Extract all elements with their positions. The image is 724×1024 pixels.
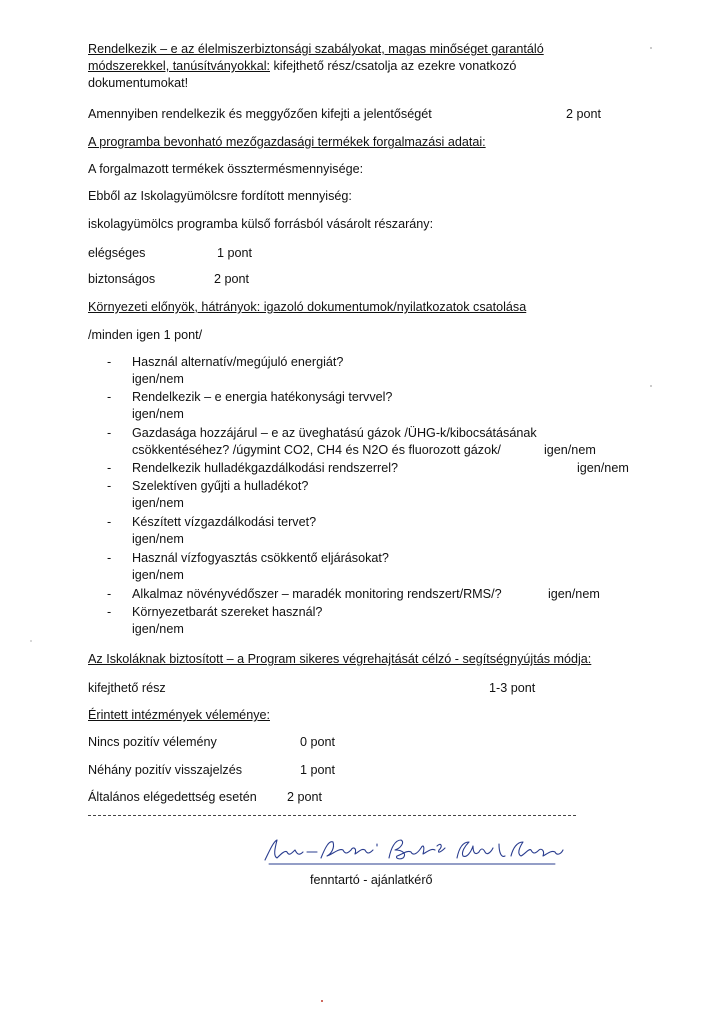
level-points: 1 pont: [217, 246, 253, 260]
intro-line-2: [88, 59, 516, 74]
sales-external-share: iskolagyümölcs programba külső forrásból vásárolt részarány:: [88, 217, 434, 231]
bullet-dash: -: [107, 355, 112, 369]
env-question: Alkalmaz növényvédőszer – maradék monitoring rendszert/RMS/?: [132, 587, 502, 601]
bullet-dash: -: [107, 390, 112, 404]
env-answer: igen/nem: [132, 407, 184, 421]
env-answer: igen/nem: [132, 622, 184, 636]
intro-underlined-1: Rendelkezik – e az élelmiszerbiztonsági szabályokat, magas minőséget garantáló: [88, 42, 544, 56]
env-answer: igen/nem: [544, 443, 596, 457]
env-question: Használ alternatív/megújuló energiát?: [132, 355, 344, 369]
opinion-heading: Érintett intézmények véleménye:: [88, 708, 270, 722]
bullet-dash: -: [107, 461, 112, 475]
opinion-points: 0 pont: [300, 735, 336, 749]
scan-speck: [650, 47, 652, 49]
env-answer: igen/nem: [548, 587, 600, 601]
env-heading: Környezeti előnyök, hátrányok: igazoló dokumentumok/nyilatkozatok csatolása: [88, 300, 527, 314]
intro-rest: kifejthető rész/csatolja az ezekre vonatkozó: [270, 59, 517, 73]
env-question: Készített vízgazdálkodási tervet?: [132, 515, 317, 529]
support-points: 1-3 pont: [489, 681, 536, 695]
env-question: Gazdasága hozzájárul – e az üveghatású gázok /ÜHG-k/kibocsátásának: [132, 426, 537, 440]
env-answer: igen/nem: [577, 461, 629, 475]
intro-line-3: dokumentumokat!: [88, 76, 189, 90]
scan-speck: [650, 385, 652, 387]
criterion-label: Amennyiben rendelkezik és meggyőzően kifejti a jelentőségét: [88, 107, 432, 121]
env-answer: igen/nem: [132, 372, 184, 386]
criterion-points: 2 pont: [566, 107, 602, 121]
intro-underlined-2: módszerekkel, tanúsítványokkal:: [88, 59, 270, 73]
env-question: Rendelkezik – e energia hatékonysági tervvel?: [132, 390, 393, 404]
support-heading: Az Iskoláknak biztosított – a Program sikeres végrehajtását célzó - segítségnyújtás módja:: [88, 652, 592, 666]
opinion-points: 1 pont: [300, 763, 336, 777]
bullet-dash: -: [107, 551, 112, 565]
support-label: kifejthető rész: [88, 681, 166, 695]
scan-speck: [321, 1000, 323, 1002]
sales-heading: A programba bevonható mezőgazdasági termékek forgalmazási adatai:: [88, 135, 486, 149]
bullet-dash: -: [107, 515, 112, 529]
bullet-dash: -: [107, 605, 112, 619]
env-note: /minden igen 1 pont/: [88, 328, 203, 342]
level-points: 2 pont: [214, 272, 250, 286]
scan-speck: [30, 640, 32, 642]
bullet-dash: -: [107, 426, 112, 440]
opinion-label: Általános elégedettség esetén: [88, 790, 257, 804]
env-question: Használ vízfogyasztás csökkentő eljárásokat?: [132, 551, 389, 565]
handwritten-signature: [255, 830, 575, 870]
bullet-dash: -: [107, 479, 112, 493]
sales-total: A forgalmazott termékek össztermésmennyisége:: [88, 162, 364, 176]
env-question-cont: csökkentéséhez? /úgymint CO2, CH4 és N2O és fluorozott gázok/: [132, 443, 501, 457]
env-answer: igen/nem: [132, 568, 184, 582]
env-answer: igen/nem: [132, 496, 184, 510]
level-label: biztonságos: [88, 272, 156, 286]
opinion-label: Néhány pozitív visszajelzés: [88, 763, 242, 777]
env-answer: igen/nem: [132, 532, 184, 546]
bullet-dash: -: [107, 587, 112, 601]
dashed-separator: [88, 815, 576, 816]
env-question: Környezetbarát szereket használ?: [132, 605, 323, 619]
env-question: Szelektíven gyűjti a hulladékot?: [132, 479, 309, 493]
footer-caption: fenntartó - ajánlatkérő: [310, 873, 433, 887]
intro-line-1: [88, 42, 544, 57]
opinion-points: 2 pont: [287, 790, 323, 804]
level-label: elégséges: [88, 246, 146, 260]
env-question: Rendelkezik hulladékgazdálkodási rendszerrel?: [132, 461, 399, 475]
sales-school-fruit: Ebből az Iskolagyümölcsre fordított mennyiség:: [88, 189, 352, 203]
opinion-label: Nincs pozitív vélemény: [88, 735, 217, 749]
